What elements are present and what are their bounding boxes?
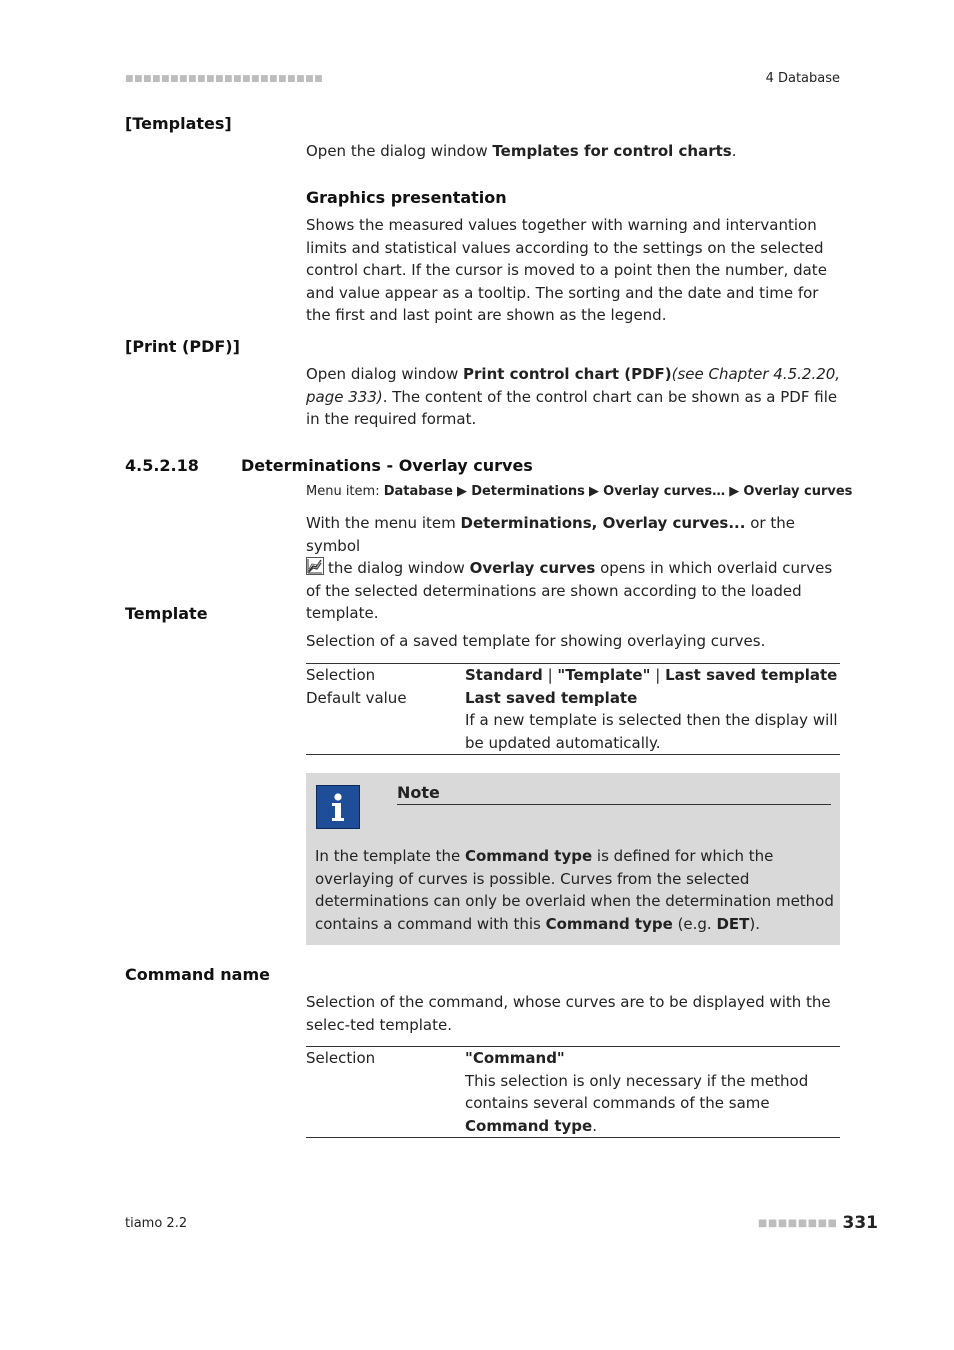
template-param-table (306, 663, 840, 755)
note-title: Note (397, 782, 831, 805)
note-text: In the template the Command type is defined for which the overlaying of curves is possible. Curves from the selected determinations can only be overlaid when the determination method contains a command with this Command type (e.g. DET). (315, 847, 834, 933)
selection-key: Selection (306, 666, 376, 684)
command-name-label: Command name (125, 965, 270, 984)
header-decoration: ■■■■■■■■■■■■■■■■■■■■■■ (125, 74, 324, 84)
default-key: Default value (306, 688, 407, 707)
print-pdf-label: [Print (PDF)] (125, 337, 240, 356)
selection-values: Standard | "Template" | Last saved template (465, 666, 838, 684)
chapter-link[interactable]: (see Chapter 4.5.2.20, page 333) (306, 365, 841, 406)
note-box (306, 773, 840, 945)
section-number: 4.5.2.18 (125, 456, 199, 475)
graphics-presentation-text: Shows the measured values together with warning and intervantion limits and statistical values according to the settings on the selected control chart. If the cursor is moved to a point then the number, date and value appear as a tooltip. The sorting and the date and time for the first and last point are shown as the legend. (306, 216, 827, 324)
template-param-label: Template (125, 604, 208, 623)
page-number: ■■■■■■■■ 331 (757, 1213, 878, 1233)
templates-description: Open the dialog window Templates for control charts. (306, 142, 737, 160)
overlay-intro: With the menu item Determinations, Overlay curves... or the symbol the dialog window Overlay curves opens in which overlaid curves of the selected determinations are shown according to the loaded template. (306, 514, 833, 622)
templates-label: [Templates] (125, 114, 232, 133)
menu-path: Menu item: Database ▶ Determinations ▶ Overlay curves… ▶ Overlay curves (306, 484, 853, 499)
print-pdf-description: Open dialog window Print control chart (PDF)(see Chapter 4.5.2.20, page 333). The content of the control chart can be shown as a PDF file in the required format. (306, 365, 841, 428)
template-param-description: Selection of a saved template for showing overlaying curves. (306, 632, 766, 650)
footer-product: tiamo 2.2 (125, 1216, 188, 1231)
overlay-curves-icon (306, 557, 324, 575)
command-selection-value: "Command" This selection is only necessary if the method contains several commands of the same Command type. (465, 1049, 809, 1135)
default-value: Last saved template If a new template is selected then the display will be updated automatically. (465, 688, 838, 752)
header-chapter: 4 Database (765, 71, 840, 86)
graphics-presentation-title: Graphics presentation (306, 188, 507, 207)
command-param-table (306, 1046, 840, 1138)
command-name-description: Selection of the command, whose curves are to be displayed with the selec-ted template. (306, 993, 831, 1034)
command-selection-key: Selection (306, 1049, 376, 1067)
section-title: Determinations - Overlay curves (241, 456, 533, 475)
info-icon (316, 785, 360, 829)
